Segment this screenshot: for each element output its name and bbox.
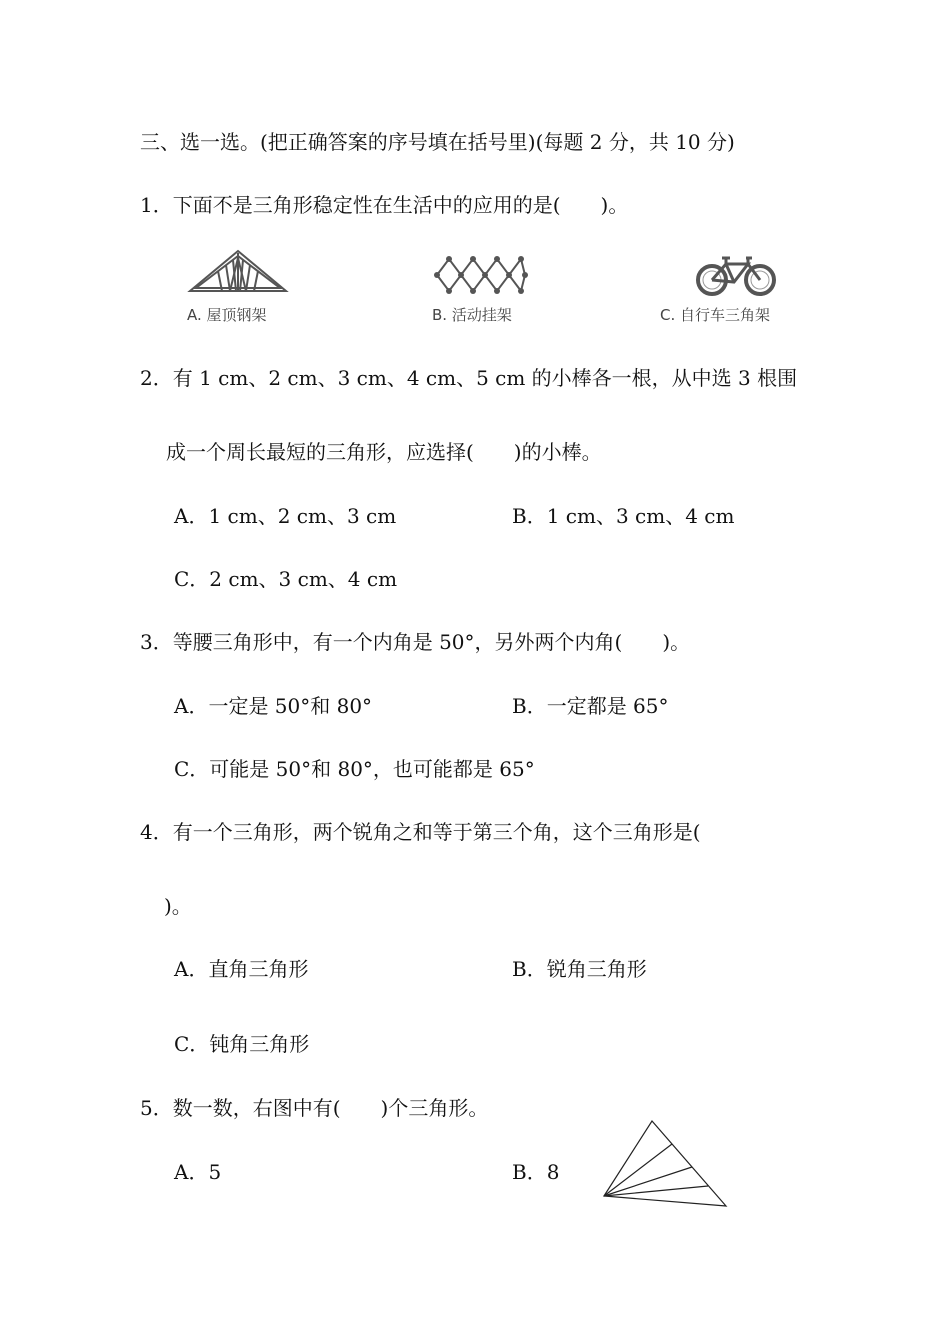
q5-text: 5．数一数，右图中有( )个三角形。: [140, 1096, 489, 1120]
caption-a: A. 屋顶钢架: [187, 306, 267, 324]
q4-text-line1: 4．有一个三角形，两个锐角之和等于第三个角，这个三角形是(: [140, 820, 701, 844]
q2-option-c: C．2 cm、3 cm、4 cm: [174, 567, 398, 591]
q4-option-c: C．钝角三角形: [174, 1032, 310, 1056]
q2-text-line2: 成一个周长最短的三角形，应选择( )的小棒。: [166, 440, 602, 464]
q3-option-b: B．一定都是 65°: [512, 694, 669, 718]
caption-b: B. 活动挂架: [432, 306, 512, 324]
q3-text: 3．等腰三角形中，有一个内角是 50°，另外两个内角( )。: [140, 630, 691, 654]
q4-text-line2: )。: [164, 894, 192, 918]
triangle-figure-icon: [600, 1118, 730, 1210]
q3-option-a: A．一定是 50°和 80°: [174, 694, 373, 718]
q1-text: 1．下面不是三角形稳定性在生活中的应用的是( )。: [140, 193, 629, 217]
caption-c: C. 自行车三角架: [660, 306, 771, 324]
folding-rack-icon: [433, 253, 529, 297]
q2-option-a: A．1 cm、2 cm、3 cm: [174, 504, 397, 528]
q4-option-b: B．锐角三角形: [512, 957, 647, 981]
q2-text-line1: 2．有 1 cm、2 cm、3 cm、4 cm、5 cm 的小棒各一根，从中选 3 根围: [140, 366, 798, 390]
q4-option-a: A．直角三角形: [174, 957, 309, 981]
q5-option-a: A．5: [174, 1160, 222, 1184]
q5-option-b: B．8: [512, 1160, 560, 1184]
section-title: 三、选一选。(把正确答案的序号填在括号里)(每题 2 分，共 10 分): [140, 130, 735, 154]
roof-truss-icon: [188, 248, 288, 293]
bicycle-icon: [696, 250, 776, 298]
q2-option-b: B．1 cm、3 cm、4 cm: [512, 504, 735, 528]
q3-option-c: C．可能是 50°和 80°，也可能都是 65°: [174, 757, 535, 781]
